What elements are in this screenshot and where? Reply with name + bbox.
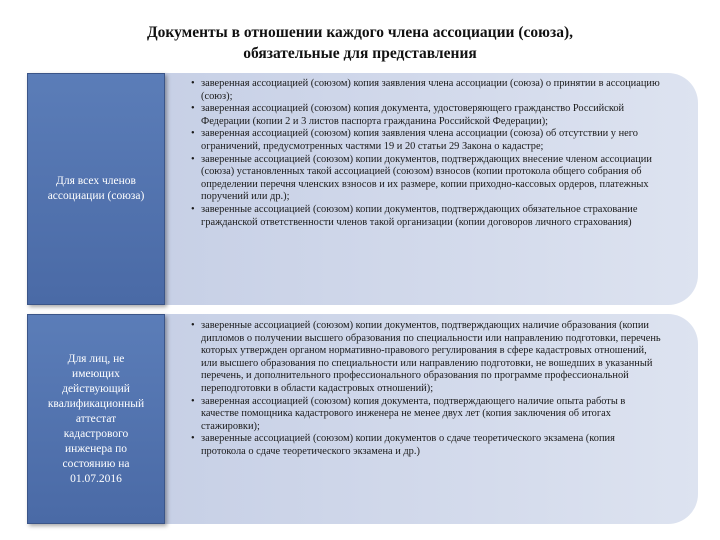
list-item [191, 320, 661, 396]
section-label: Для всех членов ассоциации (союза) [47, 175, 145, 202]
slide-title [0, 22, 720, 64]
list-item-text: заверенные ассоциацией (союзом) копии документов, подтверждающих обязательное страхование гражданской ответственности членов такой организации (копии договоров личного страхования) [201, 203, 638, 228]
list-item [191, 78, 661, 103]
requirements-list [191, 320, 661, 459]
list-item [191, 154, 661, 204]
list-item-text: заверенная ассоциацией (союзом) копия документа, подтверждающего наличие опыта работы в качестве помощника кадастрового инженера не менее двух лет (копия заключения об итогах стажировки); [201, 395, 626, 432]
list-item-text: заверенные ассоциацией (союзом) копии документов, подтверждающих наличие образования (копии дипломов о получении высшего образования по специальности или направлению подготовки, перечень которых утвержден органом нормативно-правового регулирования в сфере кадастровых отношений, или высшего образования по специальности или направлению подготовки, не вошедших в указанный перечень, и дополнительного профессионального образования по программе профессиональной переподготовки в области кадастровых отношений); [201, 320, 661, 394]
list-item [191, 128, 661, 153]
list-item-text: заверенная ассоциацией (союзом) копия заявления члена ассоциации (союза) об отсутствии у него ограничений, предусмотренных частями 19 и 20 статьи 29 Закона о кадастре; [201, 128, 638, 152]
slide-title-line-1: Документы в отношении каждого члена ассоциации (союза), [147, 24, 573, 41]
requirements-list [191, 78, 661, 229]
bullet-icon: • [191, 395, 195, 407]
section-label-box [27, 314, 165, 524]
list-item-text: заверенные ассоциацией (союзом) копии документов о сдаче теоретического экзамена (копия протокола о сдаче теоретического экзамена и др.) [201, 433, 615, 457]
list-item [191, 103, 661, 128]
list-item-text: заверенная ассоциацией (союзом) копия заявления члена ассоциации (союза) о принятии в ассоциацию (союз); [201, 78, 660, 102]
slide-title-line-2: обязательные для представления [243, 45, 477, 62]
list-item [191, 433, 661, 458]
list-item-text: заверенная ассоциацией (союзом) копия документа, удостоверяющего гражданство Российской Федерации (копии 2 и 3 листов паспорта гражданина Российской Федерации); [201, 103, 625, 127]
bullet-icon: • [191, 203, 195, 215]
bullet-icon: • [191, 433, 195, 445]
bullet-icon: • [191, 78, 195, 89]
list-item [191, 204, 661, 229]
bullet-icon: • [191, 128, 195, 140]
section-no-certificate [0, 314, 720, 524]
bullet-icon: • [191, 320, 195, 331]
list-item [191, 396, 661, 434]
list-item-text: заверенные ассоциацией (союзом) копии документов, подтверждающих внесение членом ассоциации (союза) установленных такой ассоциацией (союзом) взносов (копии протокола общего собрания об определении перечня членских взносов и их размере, копии приходно-кассовых ордеров, платежных поручений или др.); [201, 153, 652, 203]
bullet-icon: • [191, 153, 195, 165]
bullet-icon: • [191, 103, 195, 115]
section-label: Для лиц, не имеющих действующий квалификационный аттестат кадастрового инженера по состоянию на 01.07.2016 [47, 352, 145, 485]
section-label-box [27, 73, 165, 305]
section-all-members [0, 73, 720, 305]
